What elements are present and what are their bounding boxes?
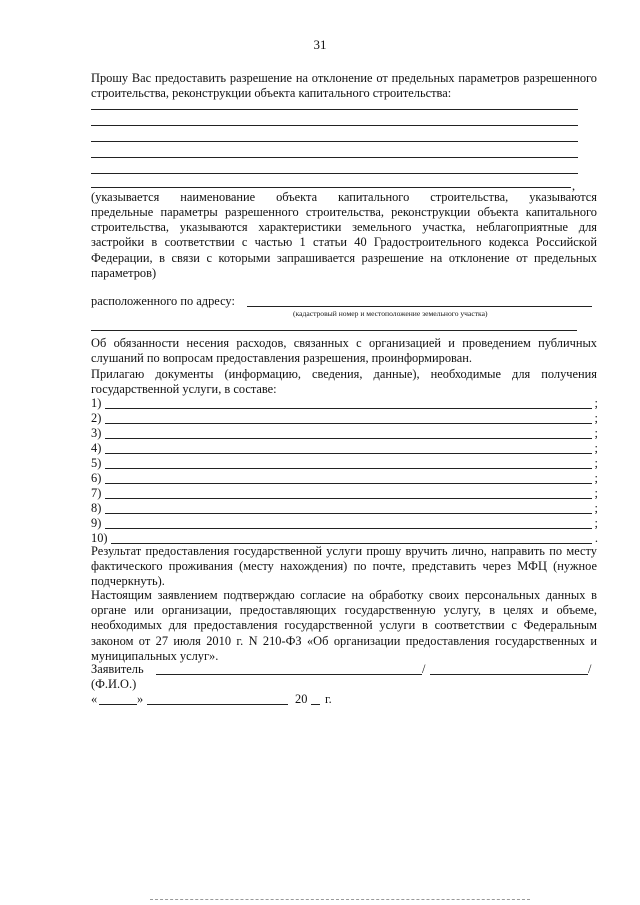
address-label: расположенного по адресу:	[91, 294, 235, 308]
applicant-label: Заявитель	[91, 662, 144, 676]
doc-item-7[interactable]: 7) ;	[91, 486, 598, 500]
date-year-suffix: г.	[325, 692, 332, 706]
date-year-prefix: 20	[295, 692, 308, 706]
date-quote-open: «	[91, 692, 98, 706]
doc-item-1[interactable]: 1) ;	[91, 396, 598, 410]
doc-item-6[interactable]: 6) ;	[91, 471, 598, 485]
doc-item-9[interactable]: 9) ;	[91, 516, 598, 530]
doc-item-5[interactable]: 5) ;	[91, 456, 598, 470]
consent-note: Настоящим заявлением подтверждаю согласие на обработку своих персональных данных в органе или организации, предоставляющих государственную услугу, в целях и объеме, необходимых для предоставления государственной услуги в соответствии с Федеральным законом от 27 июля 2010 г. N 210-ФЗ «Об организации предоставления государственных и муниципальных услуг».	[91, 588, 597, 663]
object-note-paragraph: предельные параметры разрешенного строительства, реконструкции объекта капитального строительства, указываются характеристики земельного участка, неблагоприятные для застройки в соответствии с частью 1 статьи 40 Градостроительного кодекса Российской Федерации, в связи с которыми запрашивается разрешение на отклонение от предельных параметров)	[91, 205, 597, 280]
page-number: 31	[313, 37, 327, 52]
address-field-line[interactable]	[247, 306, 592, 307]
address-hint: (кадастровый номер и местоположение земельного участка)	[293, 309, 488, 318]
blank-line-3	[91, 141, 578, 142]
doc-item-4[interactable]: 4) ;	[91, 441, 598, 455]
attachments-intro: Прилагаю документы (информацию, сведения, данные), необходимые для получения государственной услуги, в составе:	[91, 367, 597, 397]
doc-item-8[interactable]: 8) ;	[91, 501, 598, 515]
doc-item-2[interactable]: 2) ;	[91, 411, 598, 425]
doc-item-10[interactable]: 10) .	[91, 531, 598, 545]
scan-artifact-line	[150, 899, 530, 900]
blank-line-6	[91, 187, 571, 188]
hearing-note: Об обязанности несения расходов, связанных с организацией и проведением публичных слушаний по вопросам предоставления разрешения, проинформирован.	[91, 336, 597, 366]
address-second-line[interactable]	[91, 330, 577, 331]
signature-slash-2: /	[588, 662, 592, 676]
blank-line-comma: ,	[572, 179, 576, 193]
date-quote-close: »	[137, 692, 144, 706]
fio-label: (Ф.И.О.)	[91, 677, 137, 691]
date-day-line[interactable]	[99, 704, 137, 705]
applicant-signature-line[interactable]	[156, 674, 422, 675]
date-month-line[interactable]	[147, 704, 288, 705]
doc-item-3[interactable]: 3) ;	[91, 426, 598, 440]
object-note-first-line: (указывается наименование объекта капитального строительства, указываются	[91, 190, 597, 204]
blank-line-1	[91, 109, 578, 110]
request-paragraph: Прошу Вас предоставить разрешение на отклонение от предельных параметров разрешенного строительства, реконструкции объекта капитального строительства:	[91, 71, 597, 101]
signature-slash-1: /	[422, 662, 426, 676]
date-year-line[interactable]	[311, 704, 320, 705]
applicant-name-line[interactable]	[430, 674, 588, 675]
blank-line-5	[91, 173, 578, 174]
blank-line-2	[91, 125, 578, 126]
blank-line-4	[91, 157, 578, 158]
result-delivery-note: Результат предоставления государственной услуги прошу вручить лично, направить по месту фактического проживания (месту нахождения) по почте, представить через МФЦ (нужное подчеркнуть).	[91, 544, 597, 589]
